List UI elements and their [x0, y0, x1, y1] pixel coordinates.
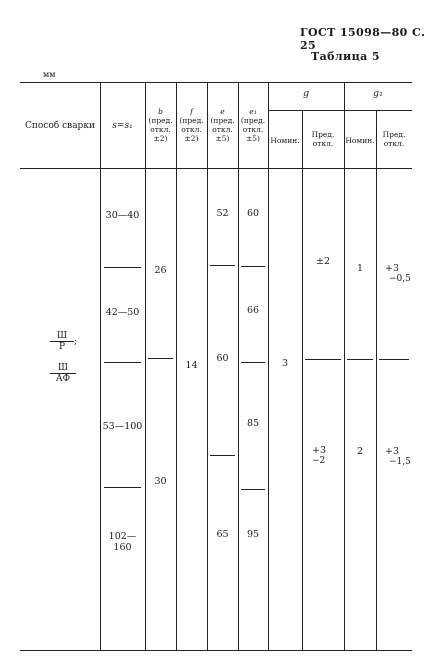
s-row-rule [104, 362, 141, 363]
table-label: Таблица 5 [311, 50, 380, 63]
header-g1-nominal: Номин. [345, 136, 375, 145]
units-label: мм [43, 70, 56, 79]
s-value: 30—40 [105, 210, 140, 221]
s-value: 42—50 [105, 307, 140, 318]
method-separator: ; [74, 336, 78, 347]
e1-row-rule [241, 489, 265, 490]
col-rule [207, 82, 208, 650]
col-rule [344, 82, 345, 650]
g-nominal-value: 3 [281, 358, 289, 369]
e1-value: 95 [246, 529, 260, 540]
g-deviation-value: +3 −2 [312, 445, 327, 466]
g1-deviation-value: +3 −0,5 [385, 263, 411, 284]
header-g1: g₁ [373, 88, 383, 99]
e1-value: 85 [246, 418, 260, 429]
header-method: Способ сварки [25, 121, 95, 131]
e-value: 52 [216, 208, 229, 219]
header-bottom-rule [20, 168, 412, 169]
col-rule [376, 110, 377, 650]
col-rule [238, 82, 239, 650]
g-deviation-rule [305, 359, 341, 360]
e1-row-rule [241, 362, 265, 363]
s-row-rule [104, 267, 141, 268]
b-value: 30 [154, 476, 167, 487]
g1-nominal-value: 2 [356, 446, 364, 457]
header-s: s=s₁ [112, 121, 133, 131]
e1-value: 60 [246, 208, 260, 219]
e-row-rule [210, 265, 235, 266]
header-g: g [302, 88, 310, 99]
g1-deviation-value: +3 −1,5 [385, 446, 411, 467]
b-value: 26 [154, 265, 167, 276]
e-row-rule [210, 455, 235, 456]
s-value: 53—100 [102, 421, 143, 432]
col-rule [100, 82, 101, 650]
method-fraction-sh-af: Ш АФ [50, 363, 76, 384]
col-rule [145, 82, 146, 650]
g-deviation-value: ±2 [315, 256, 330, 267]
s-row-rule [104, 487, 141, 488]
method-fraction-sh-r: Ш Р [50, 331, 74, 352]
g-group-rule [268, 110, 412, 111]
e-value: 60 [216, 353, 229, 364]
header-g-nominal: Номин. [270, 136, 300, 145]
header-e: e (пред. откл. ±5) [210, 107, 235, 143]
e-value: 65 [216, 529, 229, 540]
g1-deviation-rule [379, 359, 409, 360]
b-row-rule [148, 358, 173, 359]
e1-value: 66 [246, 305, 260, 316]
header-g-deviation: Пред. откл. [311, 130, 335, 148]
col-rule [302, 110, 303, 650]
s-value: 102—160 [108, 531, 137, 553]
table-bottom-rule [20, 650, 412, 651]
header-e1: e₁ (пред. откл. ±5) [240, 107, 266, 143]
table-top-rule [20, 82, 412, 83]
standard-reference: ГОСТ 15098—80 С. 25 [300, 26, 426, 52]
header-f: f (пред. откл. ±2) [179, 107, 204, 143]
g1-nominal-value: 1 [356, 263, 364, 274]
header-b: b (пред. откл. ±2) [148, 107, 173, 143]
g1-nominal-rule [347, 359, 373, 360]
header-g1-deviation: Пред. откл. [382, 130, 406, 148]
e1-row-rule [241, 266, 265, 267]
f-value: 14 [185, 360, 198, 371]
